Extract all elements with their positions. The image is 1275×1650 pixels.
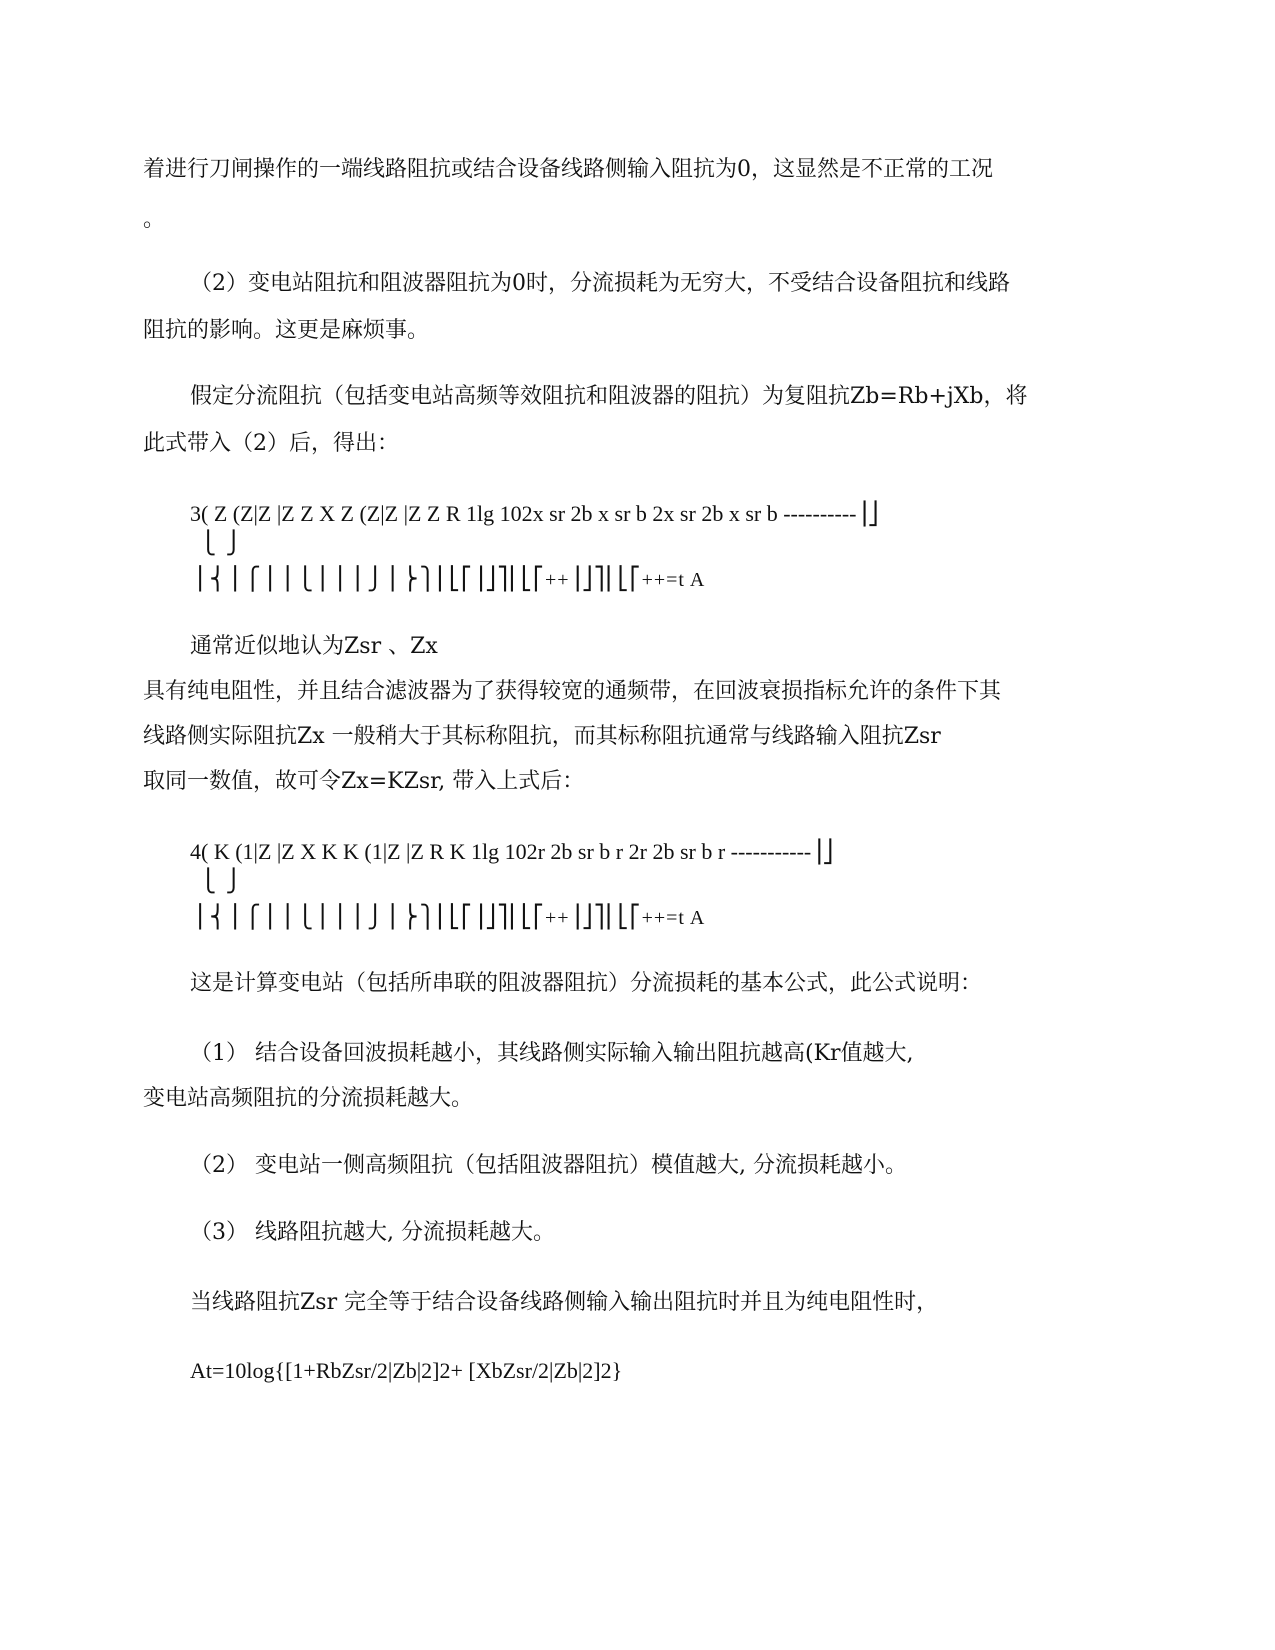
formula-1-end: ++=t A — [641, 569, 706, 591]
formula-1-text: 3( Z (Z|Z |Z Z X Z (Z|Z |Z Z R 1lg 102x sr 2b x sr b 2x sr 2b x sr b ---------- — [190, 501, 857, 526]
formula-2-line-2: ⎩ ⎭ — [200, 869, 243, 894]
formula-at: At=10log{[1+RbZsr/2|Zb|2]2+ [XbZsr/2|Zb|2]2} — [190, 1358, 623, 1383]
formula-2-bracket: ⎥⎦ — [811, 840, 834, 865]
paragraph-6-line-2: 变电站高频阻抗的分流损耗越大。 — [143, 1086, 474, 1111]
paragraph-9: 当线路阻抗Zsr 完全等于结合设备线路侧输入输出阻抗时并且为纯电阻性时， — [190, 1290, 939, 1315]
formula-1-line-1 — [190, 500, 878, 529]
paragraph-1-line-1: 着进行刀闸操作的一端线路阻抗或结合设备线路侧输入阻抗为0，这显然是不正常的工况 — [143, 157, 993, 182]
paragraph-2-line-1: （2）变电站阻抗和阻波器阻抗为0时，分流损耗为无穷大，不受结合设备阻抗和线路 — [190, 271, 1010, 296]
paragraph-8: （3） 线路阻抗越大, 分流损耗越大。 — [190, 1220, 555, 1245]
formula-2-line-1 — [190, 838, 833, 867]
formula-2-glyphs-2: ⎥⎦⎤⎢⎣⎡ — [569, 905, 642, 930]
paragraph-4-line-4: 取同一数值，故可令Zx=KZsr, 带入上式后： — [143, 769, 585, 794]
formula-2-glyphs: ⎪⎨⎪⎧⎪⎪⎩⎪⎪⎪⎭⎪⎬⎫⎢⎣⎡⎥⎦⎤⎢⎣⎡ — [192, 905, 545, 930]
formula-2-plus: ++ — [545, 907, 570, 929]
formula-1-glyphs: ⎪⎨⎪⎧⎪⎪⎩⎪⎪⎪⎭⎪⎬⎫⎢⎣⎡⎥⎦⎤⎢⎣⎡ — [192, 567, 545, 592]
paragraph-2-line-2: 阻抗的影响。这更是麻烦事。 — [143, 318, 430, 343]
formula-1-bracket: ⎥⎦ — [856, 502, 879, 527]
paragraph-7: （2） 变电站一侧高频阻抗（包括阻波器阻抗）模值越大, 分流损耗越小。 — [190, 1153, 907, 1178]
formula-1-glyphs-2: ⎥⎦⎤⎢⎣⎡ — [569, 567, 642, 592]
formula-2-text: 4( K (1|Z |Z X K K (1|Z |Z R K 1lg 102r 2b sr b r 2r 2b sr b r ----------- — [190, 839, 812, 864]
paragraph-3-line-2: 此式带入（2）后，得出： — [143, 431, 399, 456]
paragraph-6-line-1: （1） 结合设备回波损耗越小，其线路侧实际输入输出阻抗越高(Kr值越大, — [190, 1041, 914, 1066]
formula-2-line-3 — [192, 904, 705, 932]
paragraph-4-line-2: 具有纯电阻性，并且结合滤波器为了获得较宽的通频带，在回波衰损指标允许的条件下其 — [143, 679, 1002, 704]
paragraph-5: 这是计算变电站（包括所串联的阻波器阻抗）分流损耗的基本公式，此公式说明： — [190, 971, 983, 996]
formula-1-plus: ++ — [545, 569, 570, 591]
paragraph-4-line-3: 线路侧实际阻抗Zx 一般稍大于其标称阻抗，而其标称阻抗通常与线路输入阻抗Zsr — [143, 724, 941, 749]
paragraph-3-line-1: 假定分流阻抗（包括变电站高频等效阻抗和阻波器的阻抗）为复阻抗Zb=Rb+jXb，将 — [190, 384, 1028, 409]
formula-1-line-3 — [192, 566, 705, 594]
formula-2-end: ++=t A — [641, 907, 706, 929]
formula-1-line-2: ⎩ ⎭ — [200, 531, 243, 556]
paragraph-4-line-1: 通常近似地认为Zsr 、Zx — [190, 634, 438, 659]
paragraph-1-line-2: 。 — [143, 207, 166, 232]
